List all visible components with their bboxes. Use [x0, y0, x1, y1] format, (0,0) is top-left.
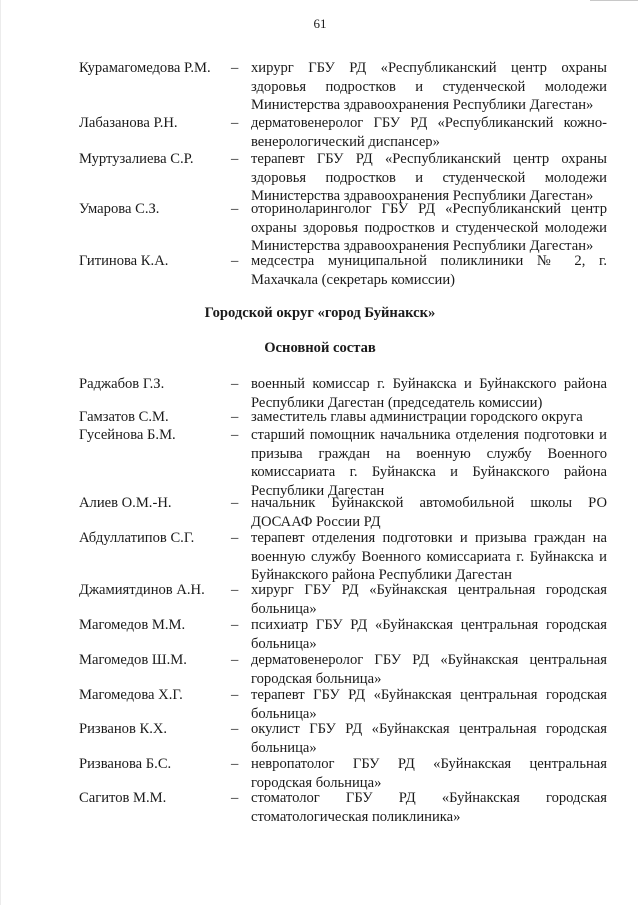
list-item — [79, 755, 607, 792]
member-name: Магомедов Ш.М. — [79, 652, 187, 668]
dash: – — [231, 617, 239, 633]
member-position: дерматовенеролог ГБУ РД «Буйнакская центральная городская больница» — [251, 652, 607, 687]
dash: – — [231, 756, 239, 772]
dash: – — [231, 427, 239, 443]
dash: – — [231, 652, 239, 668]
dash: – — [231, 495, 239, 511]
list-item — [79, 252, 607, 289]
dash: – — [231, 530, 239, 546]
list-item — [79, 529, 607, 585]
member-name: Муртузалиева С.Р. — [79, 151, 194, 167]
page-number: 61 — [313, 16, 327, 31]
member-position: терапевт ГБУ РД «Республиканский центр охраны здоровья подростков и студенческой молодежи Министерства здравоохранения Республики Дагестан» — [251, 151, 607, 204]
member-position: заместитель главы администрации городского округа — [251, 409, 583, 425]
district-heading: Городской округ «город Буйнакск» — [204, 305, 436, 321]
member-position: начальник Буйнакской автомобильной школы РО ДОСААФ России РД — [251, 495, 607, 530]
member-position: военный комиссар г. Буйнакска и Буйнакского района Республики Дагестан (председатель комиссии) — [251, 376, 607, 411]
dash: – — [231, 201, 239, 217]
list-item — [79, 581, 607, 618]
member-position: психиатр ГБУ РД «Буйнакская центральная городская больница» — [251, 617, 607, 652]
member-name: Ризванова Б.С. — [79, 756, 172, 772]
member-name: Абдуллатипов С.Г. — [79, 530, 195, 546]
member-name: Ризванов К.Х. — [79, 721, 168, 737]
list-item — [79, 720, 607, 757]
member-name: Джамиятдинов А.Н. — [79, 582, 205, 598]
list-item — [79, 114, 607, 151]
dash: – — [231, 409, 239, 425]
dash: – — [231, 721, 239, 737]
member-name: Гусейнова Б.М. — [79, 427, 176, 443]
dash: – — [231, 60, 239, 76]
member-position: окулист ГБУ РД «Буйнакская центральная городская больница» — [251, 721, 607, 756]
list-item — [79, 789, 607, 826]
member-position: стоматолог ГБУ РД «Буйнакская городская стоматологическая поликлиника» — [251, 790, 607, 825]
member-name: Магомедов М.М. — [79, 617, 186, 633]
dash: – — [231, 151, 239, 167]
member-name: Сагитов М.М. — [79, 790, 167, 806]
dash: – — [231, 790, 239, 806]
scan-artifact — [590, 0, 638, 1]
list-item — [79, 408, 607, 427]
member-name: Курамагомедова Р.М. — [79, 60, 211, 76]
dash: – — [231, 376, 239, 392]
member-position: терапевт отделения подготовки и призыва граждан на военную службу Военного комиссариата г. Буйнакска и Буйнакского района Республики Дагестан — [251, 530, 607, 583]
list-item — [79, 375, 607, 412]
member-name: Умарова С.З. — [79, 201, 160, 217]
list-item — [79, 59, 607, 115]
list-item — [79, 686, 607, 723]
member-position: оториноларинголог ГБУ РД «Республиканский центр охраны здоровья подростков и студенческой молодежи Министерства здравоохранения Республики Дагестан» — [251, 201, 607, 254]
member-name: Гамзатов С.М. — [79, 409, 169, 425]
composition-heading: Основной состав — [264, 340, 376, 356]
member-position: невропатолог ГБУ РД «Буйнакская центральная городская больница» — [251, 756, 607, 791]
dash: – — [231, 253, 239, 269]
dash: – — [231, 582, 239, 598]
member-position: хирург ГБУ РД «Республиканский центр охраны здоровья подростков и студенческой молодежи Министерства здравоохранения Республики Дагестан» — [251, 60, 607, 113]
dash: – — [231, 687, 239, 703]
list-item — [79, 426, 607, 500]
list-item — [79, 150, 607, 206]
list-item — [79, 651, 607, 688]
member-name: Лабазанова Р.Н. — [79, 115, 178, 131]
member-position: дерматовенеролог ГБУ РД «Республиканский кожно-венерологический диспансер» — [251, 115, 607, 150]
list-item — [79, 200, 607, 256]
member-position: терапевт ГБУ РД «Буйнакская центральная городская больница» — [251, 687, 607, 722]
member-position: хирург ГБУ РД «Буйнакская центральная городская больница» — [251, 582, 607, 617]
scan-edge — [0, 0, 1, 905]
member-name: Раджабов Г.З. — [79, 376, 165, 392]
member-position: медсестра муниципальной поликлиники № 2, г. Махачкала (секретарь комиссии) — [251, 253, 607, 288]
member-name: Магомедова Х.Г. — [79, 687, 183, 703]
dash: – — [231, 115, 239, 131]
member-position: старший помощник начальника отделения подготовки и призыва граждан на военную службу Военного комиссариата г. Буйнакска и Буйнакского района Республики Дагестан — [251, 427, 607, 499]
member-name: Гитинова К.А. — [79, 253, 169, 269]
member-name: Алиев О.М.-Н. — [79, 495, 172, 511]
list-item — [79, 494, 607, 531]
list-item — [79, 616, 607, 653]
